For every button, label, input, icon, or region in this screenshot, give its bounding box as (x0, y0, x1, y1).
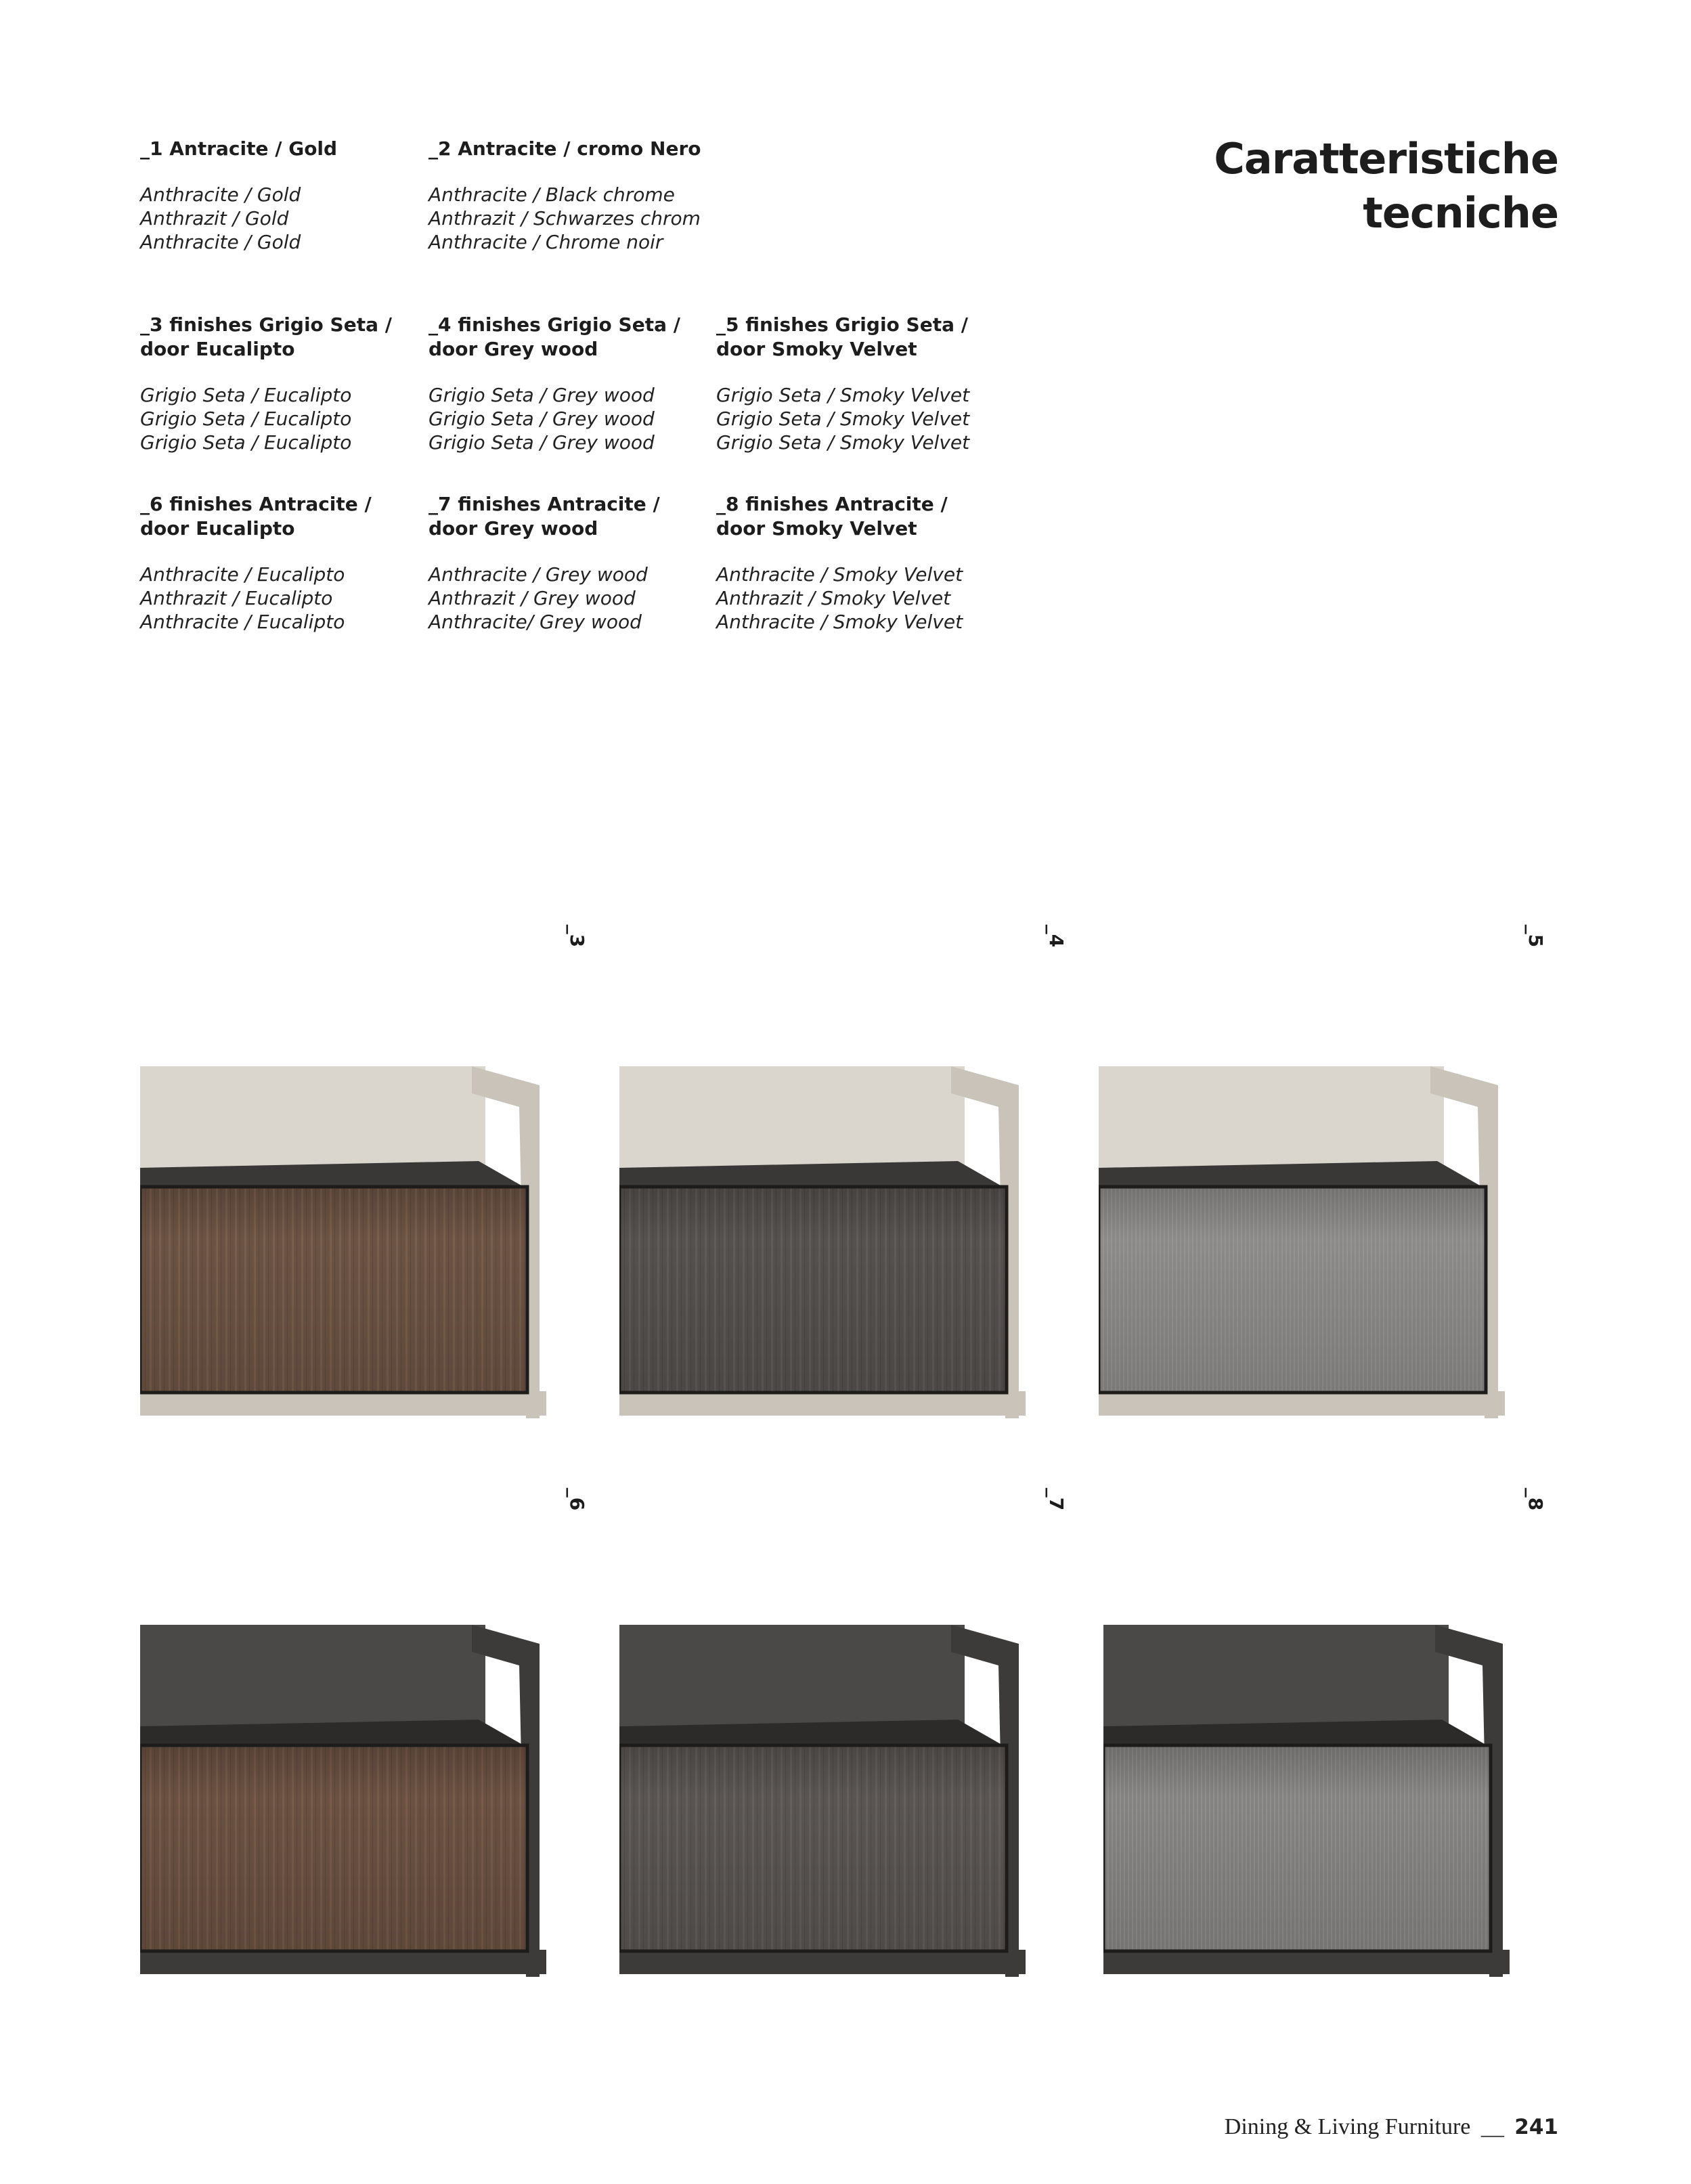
finish-translation: Anthrazit / Schwarzes chrom (429, 207, 701, 230)
finish-translation: Anthracite / Chrome noir (429, 231, 663, 253)
footer-brand: Dining & Living Furniture (1224, 2114, 1471, 2139)
cabinet-back-panel (619, 1066, 965, 1168)
product-photo-6 (140, 1625, 573, 2004)
product-photo-3 (140, 1066, 573, 1445)
cabinet-illustration (619, 1066, 1053, 1445)
drawer-shading (1103, 1747, 1489, 1950)
finish-title: _4 finishes Grigio Seta / (429, 313, 680, 336)
finish-translation: Anthracite / Eucalipto (140, 563, 345, 586)
cabinet-back-panel (619, 1625, 965, 1726)
finish-title: door Grey wood (429, 517, 598, 540)
cabinet-bottom-shelf (140, 1950, 546, 1974)
cabinet-bottom-shelf (619, 1950, 1026, 1974)
finish-translation: Grigio Seta / Eucalipto (140, 408, 352, 430)
finish-6 (140, 492, 411, 634)
finish-translation: Anthracite / Eucalipto (140, 611, 345, 633)
product-photo-4 (619, 1066, 1053, 1445)
photo-label-4: _4 (1045, 924, 1068, 948)
finish-translation: Anthrazit / Gold (140, 207, 289, 230)
finish-translation: Grigio Seta / Eucalipto (140, 384, 352, 406)
drawer-shading (140, 1188, 526, 1391)
finish-translation: Anthracite / Smoky Velvet (716, 611, 963, 633)
photo-label-3: _3 (566, 924, 589, 948)
finish-title: _5 finishes Grigio Seta / (716, 313, 968, 336)
finish-1 (140, 137, 411, 254)
finish-2 (429, 137, 699, 254)
photo-label-5: _5 (1524, 924, 1547, 948)
photo-label-8: _8 (1524, 1487, 1547, 1511)
finish-translation: Grigio Seta / Smoky Velvet (716, 431, 970, 454)
drawer-shading (1099, 1188, 1485, 1391)
finish-title: _6 finishes Antracite / (140, 493, 372, 515)
page-number: 241 (1514, 2115, 1558, 2139)
finish-4 (429, 313, 699, 454)
cabinet-illustration (140, 1066, 573, 1445)
finish-translation: Grigio Seta / Grey wood (429, 384, 655, 406)
finish-title: door Smoky Velvet (716, 517, 917, 540)
finish-translation: Anthracite / Smoky Velvet (716, 563, 963, 586)
cabinet-bottom-shelf (619, 1391, 1026, 1416)
finish-title: _2 Antracite / cromo Nero (429, 137, 701, 160)
finish-title: _3 finishes Grigio Seta / (140, 313, 392, 336)
finish-translation: Anthrazit / Smoky Velvet (716, 587, 951, 609)
finish-translation: Anthracite / Grey wood (429, 563, 648, 586)
cabinet-bottom-shelf (140, 1391, 546, 1416)
finish-title: _8 finishes Antracite / (716, 493, 948, 515)
finish-title: door Eucalipto (140, 338, 295, 360)
page-title-line-2: tecniche (1363, 188, 1558, 238)
finish-translation: Anthracite / Black chrome (429, 183, 675, 206)
finish-translation: Anthrazit / Grey wood (429, 587, 636, 609)
finish-7 (429, 492, 699, 634)
finish-3 (140, 313, 411, 454)
page-title (1214, 132, 1558, 240)
cabinet-back-panel (140, 1625, 485, 1726)
finish-translation: Grigio Seta / Smoky Velvet (716, 408, 970, 430)
cabinet-back-panel (140, 1066, 485, 1168)
finish-title: door Eucalipto (140, 517, 295, 540)
finish-title: door Grey wood (429, 338, 598, 360)
product-photo-5 (1099, 1066, 1532, 1445)
cabinet-back-panel (1103, 1625, 1449, 1726)
cabinet-illustration (1099, 1066, 1532, 1445)
cabinet-illustration (140, 1625, 573, 2004)
product-photo-8 (1103, 1625, 1537, 2004)
finish-title: door Smoky Velvet (716, 338, 917, 360)
finish-translation: Anthracite/ Grey wood (429, 611, 642, 633)
cabinet-bottom-shelf (1099, 1391, 1505, 1416)
page-footer (1225, 2114, 1558, 2140)
drawer-shading (619, 1188, 1005, 1391)
cabinet-illustration (619, 1625, 1053, 2004)
photo-label-7: _7 (1045, 1487, 1068, 1511)
drawer-shading (619, 1747, 1005, 1950)
photo-label-6: _6 (566, 1487, 589, 1511)
page-title-line-1: Caratteristiche (1214, 134, 1558, 183)
product-photo-7 (619, 1625, 1053, 2004)
footer-separator: __ (1480, 2114, 1504, 2139)
drawer-shading (140, 1747, 526, 1950)
cabinet-bottom-shelf (1103, 1950, 1510, 1974)
finish-translation: Grigio Seta / Eucalipto (140, 431, 352, 454)
finish-translation: Grigio Seta / Grey wood (429, 431, 655, 454)
finish-title: _1 Antracite / Gold (140, 137, 338, 160)
finish-translation: Grigio Seta / Smoky Velvet (716, 384, 970, 406)
finish-translation: Anthrazit / Eucalipto (140, 587, 333, 609)
finish-translation: Anthracite / Gold (140, 231, 301, 253)
finish-title: _7 finishes Antracite / (429, 493, 660, 515)
finish-5 (716, 313, 987, 454)
finish-8 (716, 492, 987, 634)
cabinet-back-panel (1099, 1066, 1444, 1168)
cabinet-illustration (1103, 1625, 1537, 2004)
finish-translation: Grigio Seta / Grey wood (429, 408, 655, 430)
finish-translation: Anthracite / Gold (140, 183, 301, 206)
